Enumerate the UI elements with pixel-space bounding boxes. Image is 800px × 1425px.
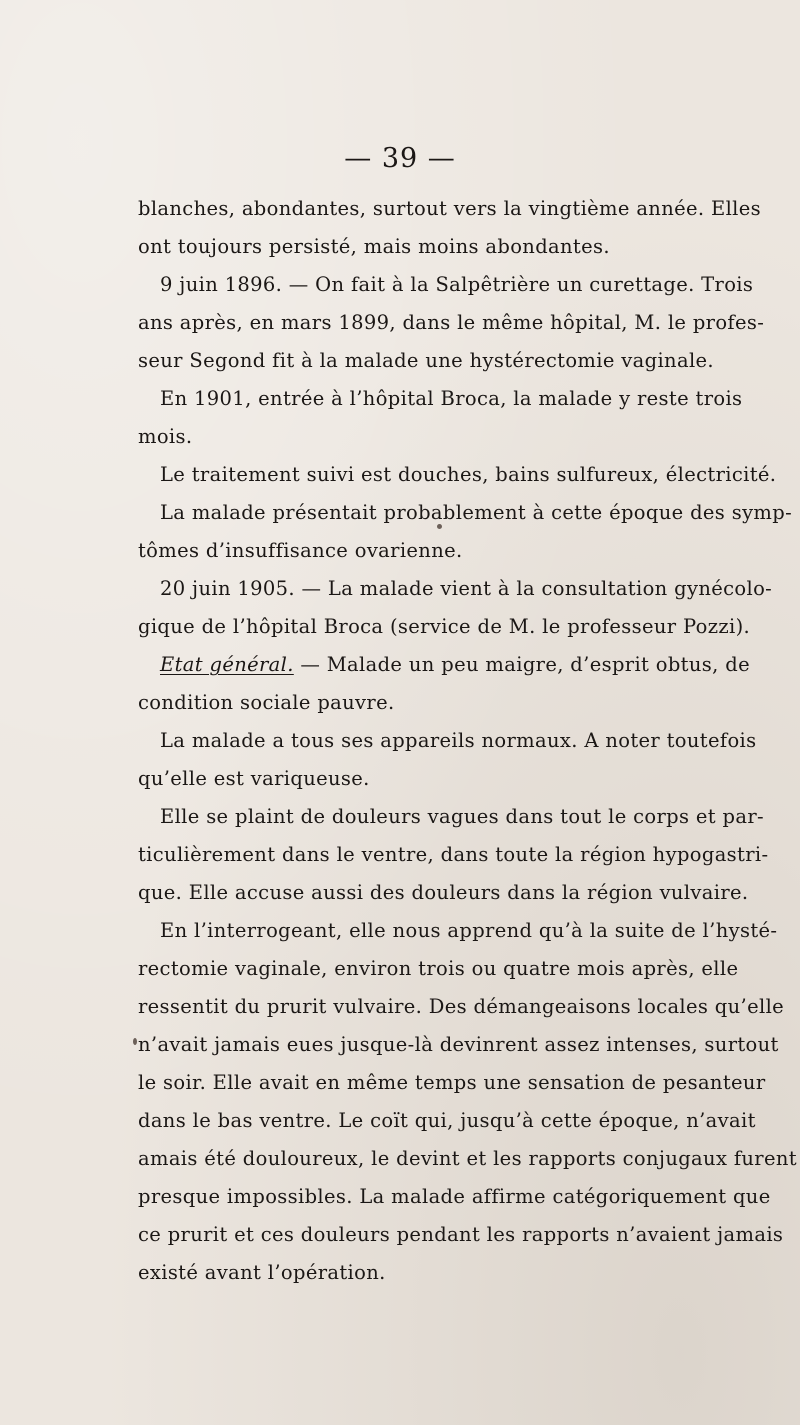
text-line: que. Elle accuse aussi des douleurs dans la région vulvaire. — [138, 881, 749, 904]
text-line: Elle se plaint de douleurs vagues dans tout le corps et par- — [160, 805, 764, 828]
text-line: La malade présentait probablement à cette époque des symp- — [160, 501, 793, 524]
text-line: En 1901, entrée à l’hôpital Broca, la malade y reste trois — [160, 387, 743, 410]
text-line: rectomie vaginale, environ trois ou quatre mois après, elle — [138, 957, 739, 980]
text-line: condition sociale pauvre. — [138, 691, 395, 714]
text-line: qu’elle est variqueuse. — [138, 767, 370, 790]
text-line: le soir. Elle avait en même temps une sensation de pesanteur — [138, 1071, 766, 1094]
text-line: amais été douloureux, le devint et les rapports conjugaux furent — [138, 1147, 797, 1170]
page-number: — 39 — — [344, 143, 456, 174]
text-line: ce prurit et ces douleurs pendant les rapports n’avaient jamais — [138, 1223, 784, 1246]
text-line: gique de l’hôpital Broca (service de M. le professeur Pozzi). — [138, 615, 751, 638]
text-line: seur Segond fit à la malade une hystérectomie vaginale. — [138, 349, 714, 372]
text-line: En l’interrogeant, elle nous apprend qu’à la suite de l’hysté- — [160, 919, 778, 942]
text-line: 9 juin 1896. — On fait à la Salpêtrière un curettage. Trois — [160, 273, 754, 296]
text-line: presque impossibles. La malade affirme catégoriquement que — [138, 1185, 771, 1208]
text-line: dans le bas ventre. Le coït qui, jusqu’à cette époque, n’avait — [138, 1109, 756, 1132]
text-line: n’avait jamais eues jusque-là devinrent assez intenses, surtout — [138, 1033, 779, 1056]
text-line: tômes d’insuffisance ovarienne. — [138, 539, 463, 562]
text-line: ont toujours persisté, mais moins abondantes. — [138, 235, 610, 258]
text-line: mois. — [138, 425, 193, 448]
text-line: ans après, en mars 1899, dans le même hôpital, M. le profes- — [138, 311, 765, 334]
text-line: La malade a tous ses appareils normaux. A noter toutefois — [160, 729, 757, 752]
ink-speck — [133, 1038, 137, 1045]
text-line: ticulièrement dans le ventre, dans toute la région hypogastri- — [138, 843, 769, 866]
section-line — [160, 653, 750, 677]
text-line: existé avant l’opération. — [138, 1261, 386, 1284]
text-line: ressentit du prurit vulvaire. Des démangeaisons locales qu’elle — [138, 995, 785, 1018]
text-run: — Malade un peu maigre, d’esprit obtus, de — [293, 653, 750, 676]
section-heading: Etat général. — [160, 653, 294, 676]
text-line: Le traitement suivi est douches, bains sulfureux, électricité. — [160, 463, 777, 486]
ink-speck — [437, 524, 442, 529]
text-line: blanches, abondantes, surtout vers la vingtième année. Elles — [138, 197, 761, 220]
text-line: 20 juin 1905. — La malade vient à la consultation gynécolo- — [160, 577, 773, 600]
